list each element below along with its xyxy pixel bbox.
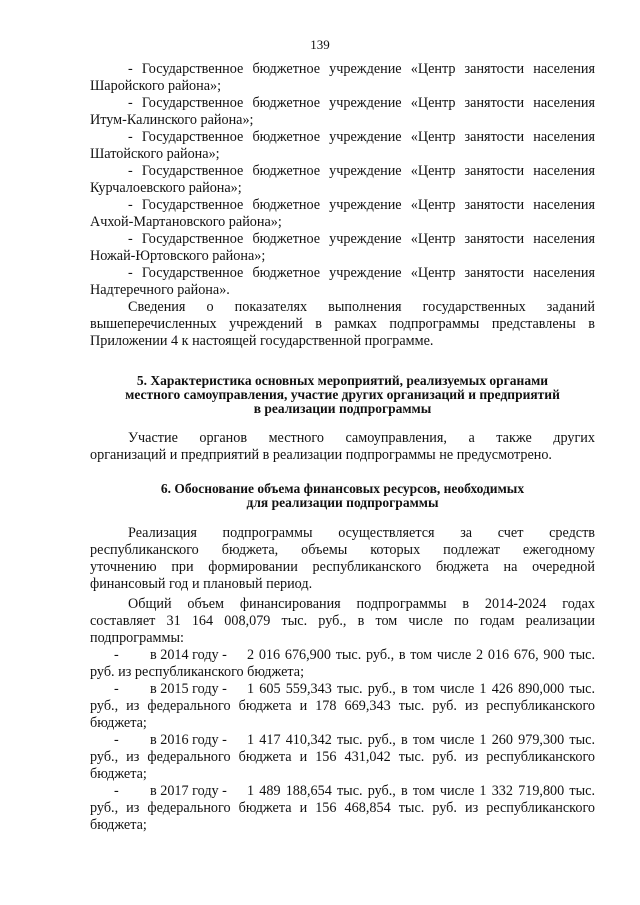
list-item-second-line: Шатойского района»; [90, 146, 220, 162]
paragraph-line: Участие органов местного самоуправления, а также других [128, 430, 595, 446]
list-item-first-line: - Государственное бюджетное учреждение «Центр занятости населения [128, 265, 595, 281]
list-dash: - [114, 647, 119, 663]
list-item [90, 163, 595, 197]
funding-year-item [90, 681, 595, 732]
section-5-body [90, 430, 595, 464]
section-6-heading [90, 482, 595, 510]
year-amount-continued: руб. из республиканского бюджета; [90, 664, 305, 680]
year-label: в 2014 году - [150, 647, 227, 663]
list-item-first-line: - Государственное бюджетное учреждение «Центр занятости населения [128, 163, 595, 179]
paragraph-line: вышеперечисленных учреждений в рамках подпрограммы представлены в [90, 316, 595, 332]
list-item-first-line: - Государственное бюджетное учреждение «Центр занятости населения [128, 231, 595, 247]
list-item-second-line: Ачхой-Мартановского района»; [90, 214, 282, 230]
year-amount: 1 489 188,654 тыс. руб., в том числе 1 332 719,800 тыс. [247, 783, 595, 799]
year-amount-continued: руб., из федерального бюджета и 156 431,042 тыс. руб. из республиканского [90, 749, 595, 765]
section-6-paragraph-2 [90, 596, 595, 647]
list-item-second-line: Ножай-Юртовского района»; [90, 248, 266, 264]
list-item-second-line: Итум-Калинского района»; [90, 112, 254, 128]
list-item-first-line: - Государственное бюджетное учреждение «Центр занятости населения [128, 95, 595, 111]
paragraph-line: Реализация подпрограммы осуществляется за счет средств [128, 525, 595, 541]
year-label: в 2015 году - [150, 681, 227, 697]
list-item [90, 61, 595, 95]
paragraph-line: Приложении 4 к настоящей государственной программе. [90, 333, 434, 349]
list-item [90, 197, 595, 231]
funding-by-year-list [90, 647, 595, 834]
year-amount: 1 605 559,343 тыс. руб., в том числе 1 426 890,000 тыс. [247, 681, 595, 697]
list-item [90, 129, 595, 163]
list-item-second-line: Шаройского района»; [90, 78, 222, 94]
heading-line: для реализации подпрограммы [246, 495, 439, 510]
year-amount-continued: руб., из федерального бюджета и 178 669,343 тыс. руб. из республиканского [90, 698, 595, 714]
heading-line: местного самоуправления, участие других организаций и предприятий [125, 387, 560, 402]
year-amount: 2 016 676,900 тыс. руб., в том числе 2 016 676, 900 тыс. [247, 647, 595, 663]
list-dash: - [114, 681, 119, 697]
heading-line: 6. Обоснование объема финансовых ресурсов, необходимых [160, 481, 525, 496]
year-amount: 1 417 410,342 тыс. руб., в том числе 1 260 979,300 тыс. [247, 732, 595, 748]
list-item-first-line: - Государственное бюджетное учреждение «Центр занятости населения [128, 129, 595, 145]
year-amount-continued: руб., из федерального бюджета и 156 468,854 тыс. руб. из республиканского [90, 800, 595, 816]
paragraph-line: составляет 31 164 008,079 тыс. руб., в том числе по годам реализации [90, 613, 595, 629]
funding-year-item [90, 647, 595, 681]
page-number: 139 [310, 37, 330, 52]
list-item-second-line: Надтеречного района». [90, 282, 230, 298]
paragraph-line: Общий объем финансирования подпрограммы в 2014-2024 годах [128, 596, 595, 612]
year-amount-continued: бюджета; [90, 766, 147, 782]
list-item-first-line: - Государственное бюджетное учреждение «Центр занятости населения [128, 197, 595, 213]
heading-line: 5. Характеристика основных мероприятий, реализуемых органами [136, 373, 549, 388]
list-item-first-line: - Государственное бюджетное учреждение «Центр занятости населения [128, 61, 595, 77]
list-dash: - [114, 783, 119, 799]
paragraph-line: уточнению при формировании республиканского бюджета на очередной [90, 559, 595, 575]
section-6-paragraph-1 [90, 525, 595, 593]
funding-year-item [90, 732, 595, 783]
paragraph-line: республиканского бюджета, объемы которых подлежат ежегодному [90, 542, 595, 558]
year-label: в 2017 году - [150, 783, 227, 799]
section-5-heading [90, 374, 595, 416]
paragraph-line: финансовый год и плановый период. [90, 576, 313, 592]
year-amount-continued: бюджета; [90, 715, 147, 731]
paragraph-line: Сведения о показателях выполнения государственных заданий [128, 299, 595, 315]
heading-line: в реализации подпрограммы [253, 401, 432, 416]
paragraph-line: подпрограммы: [90, 630, 184, 646]
paragraph-line: организаций и предприятий в реализации подпрограммы не предусмотрено. [90, 447, 552, 463]
list-item [90, 95, 595, 129]
list-item [90, 265, 595, 299]
institutions-list [90, 61, 595, 350]
list-dash: - [114, 732, 119, 748]
year-label: в 2016 году - [150, 732, 227, 748]
year-amount-continued: бюджета; [90, 817, 147, 833]
info-paragraph [90, 299, 595, 350]
list-item [90, 231, 595, 265]
list-item-second-line: Курчалоевского района»; [90, 180, 242, 196]
funding-year-item [90, 783, 595, 834]
